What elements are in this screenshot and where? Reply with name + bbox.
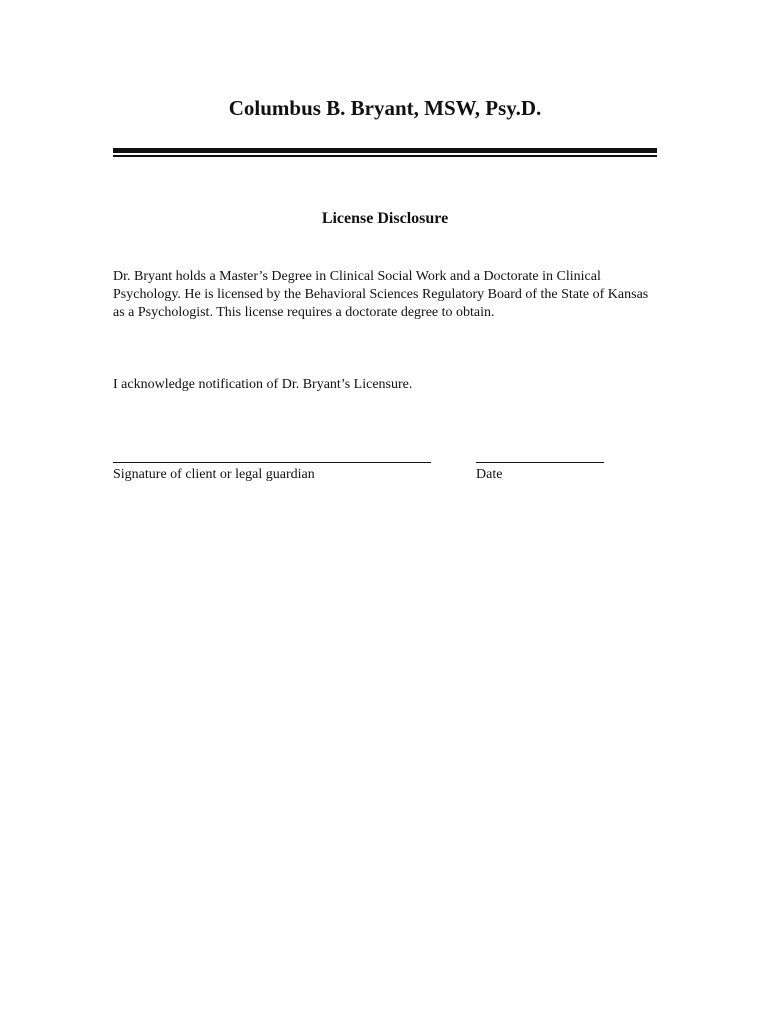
header-rule-thin	[113, 155, 657, 157]
date-label: Date	[476, 467, 503, 482]
practitioner-name-heading: Columbus B. Bryant, MSW, Psy.D.	[228, 96, 542, 120]
license-disclosure-paragraph: Dr. Bryant holds a Master’s Degree in Clinical Social Work and a Doctorate in Clinical Psychology. He is licensed by the Behavioral Sciences Regulatory Board of the State of Kansas as a Psychologist. This license requires a doctorate degree to obtain.	[113, 269, 649, 320]
header-rule-thick	[113, 148, 657, 153]
acknowledgement-statement: I acknowledge notification of Dr. Bryant’s Licensure.	[113, 377, 413, 392]
section-title: License Disclosure	[321, 210, 449, 227]
date-line	[476, 462, 604, 463]
signature-label: Signature of client or legal guardian	[113, 467, 315, 482]
signature-line	[113, 462, 431, 463]
